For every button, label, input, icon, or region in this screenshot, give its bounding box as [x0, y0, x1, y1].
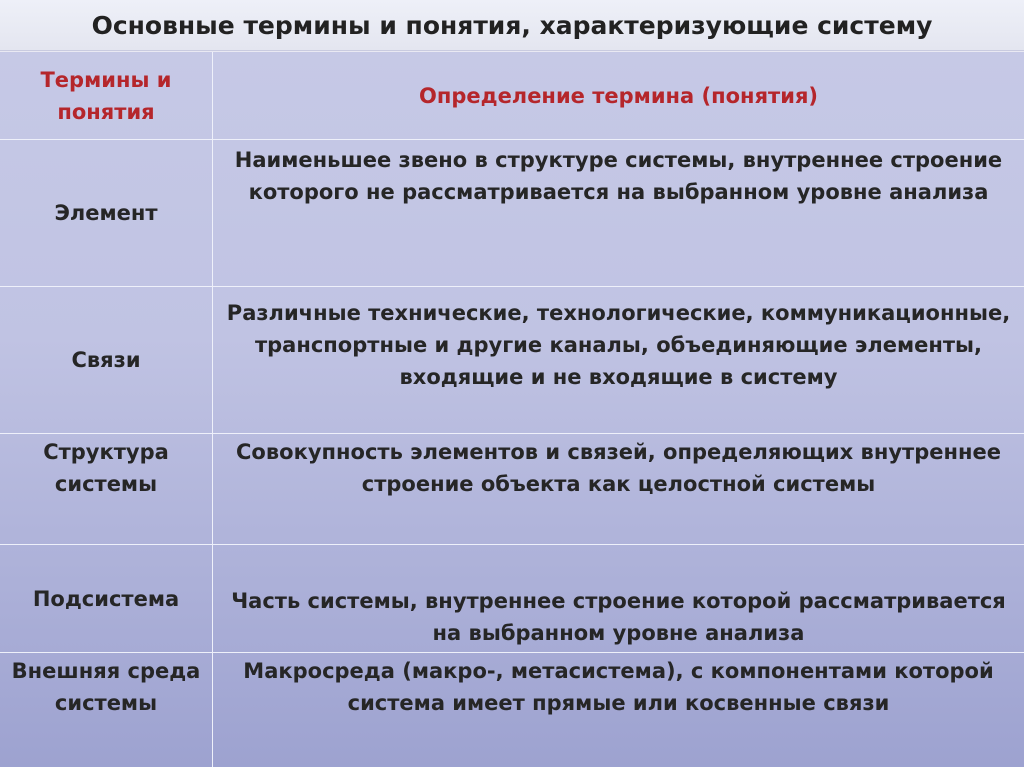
table-row — [0, 545, 1024, 653]
header-definition: Определение термина (понятия) — [212, 52, 1024, 139]
term-cell: Структура системы — [43, 440, 169, 496]
table-row — [0, 653, 1024, 767]
header-term: Термины и понятия — [40, 67, 172, 124]
table-row — [0, 287, 1024, 434]
definition-cell: Различные технические, технологические, коммуникационные, транспортные и другие каналы, объединяющие элементы, входящие и не входящие в систему — [212, 287, 1024, 433]
definition-cell: Совокупность элементов и связей, определяющих внутреннее строение объекта как целостной системы — [212, 434, 1024, 544]
definition-cell: Часть системы, внутреннее строение которой рассматривается на выбранном уровне анализа — [212, 545, 1024, 652]
term-cell: Подсистема — [32, 587, 180, 611]
terms-table — [0, 52, 1024, 767]
definition-cell: Макросреда (макро-, метасистема), с компонентами которой система имеет прямые или косвенные связи — [212, 653, 1024, 767]
term-cell: Элемент — [54, 201, 158, 225]
term-cell: Связи — [71, 348, 141, 372]
table-header-row — [0, 52, 1024, 140]
title-bar — [0, 0, 1024, 51]
slide-title: Основные термины и понятия, характеризующие систему — [91, 10, 933, 40]
definition-cell: Наименьшее звено в структуре системы, внутреннее строение которого не рассматривается на выбранном уровне анализа — [212, 140, 1024, 286]
table-row — [0, 434, 1024, 545]
term-cell: Внешняя среда системы — [11, 659, 201, 715]
table-row — [0, 140, 1024, 287]
